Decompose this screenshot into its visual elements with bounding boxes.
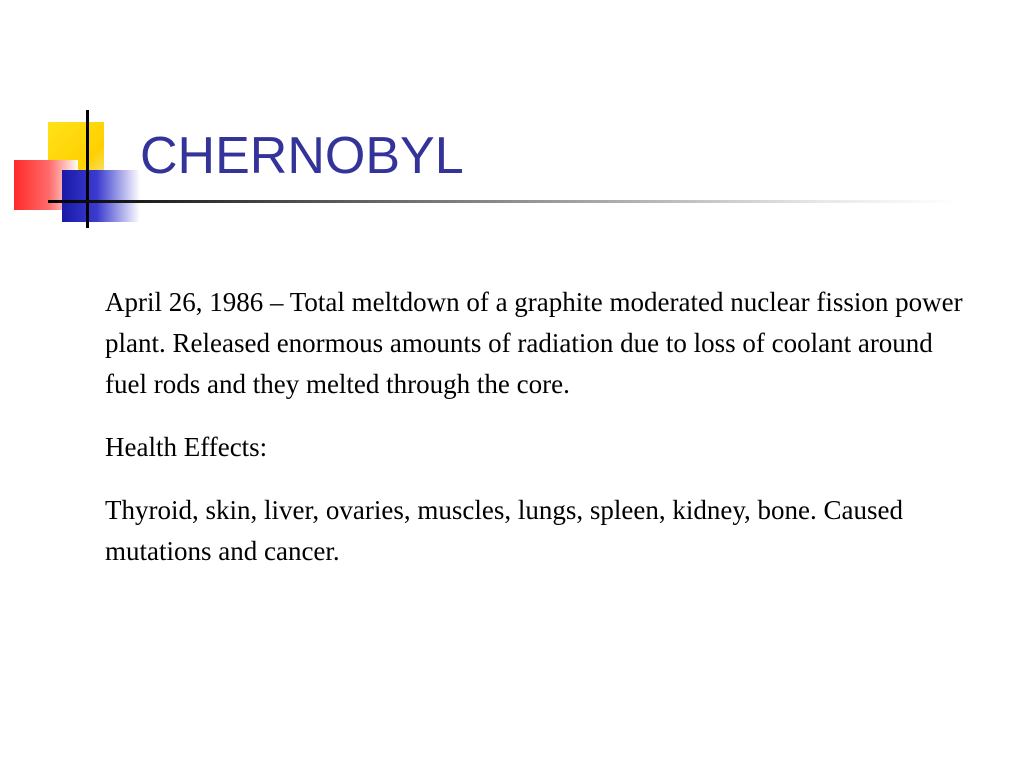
slide-title: CHERNOBYL (140, 127, 464, 185)
body-paragraph-health-effects: Thyroid, skin, liver, ovaries, muscles, lungs, spleen, kidney, bone. Caused mutations and cancer. (105, 495, 904, 566)
logo-vertical-line (86, 110, 89, 228)
title-underline (48, 200, 960, 203)
slide-body (105, 282, 965, 594)
body-paragraph-event: April 26, 1986 – Total meltdown of a graphite moderated nuclear fission power plant. Released enormous amounts of radiation due to loss of coolant around fuel rods and they melted through the core. (105, 287, 963, 399)
body-paragraph-health-heading: Health Effects: (105, 432, 268, 462)
logo-blue-square (62, 170, 140, 222)
